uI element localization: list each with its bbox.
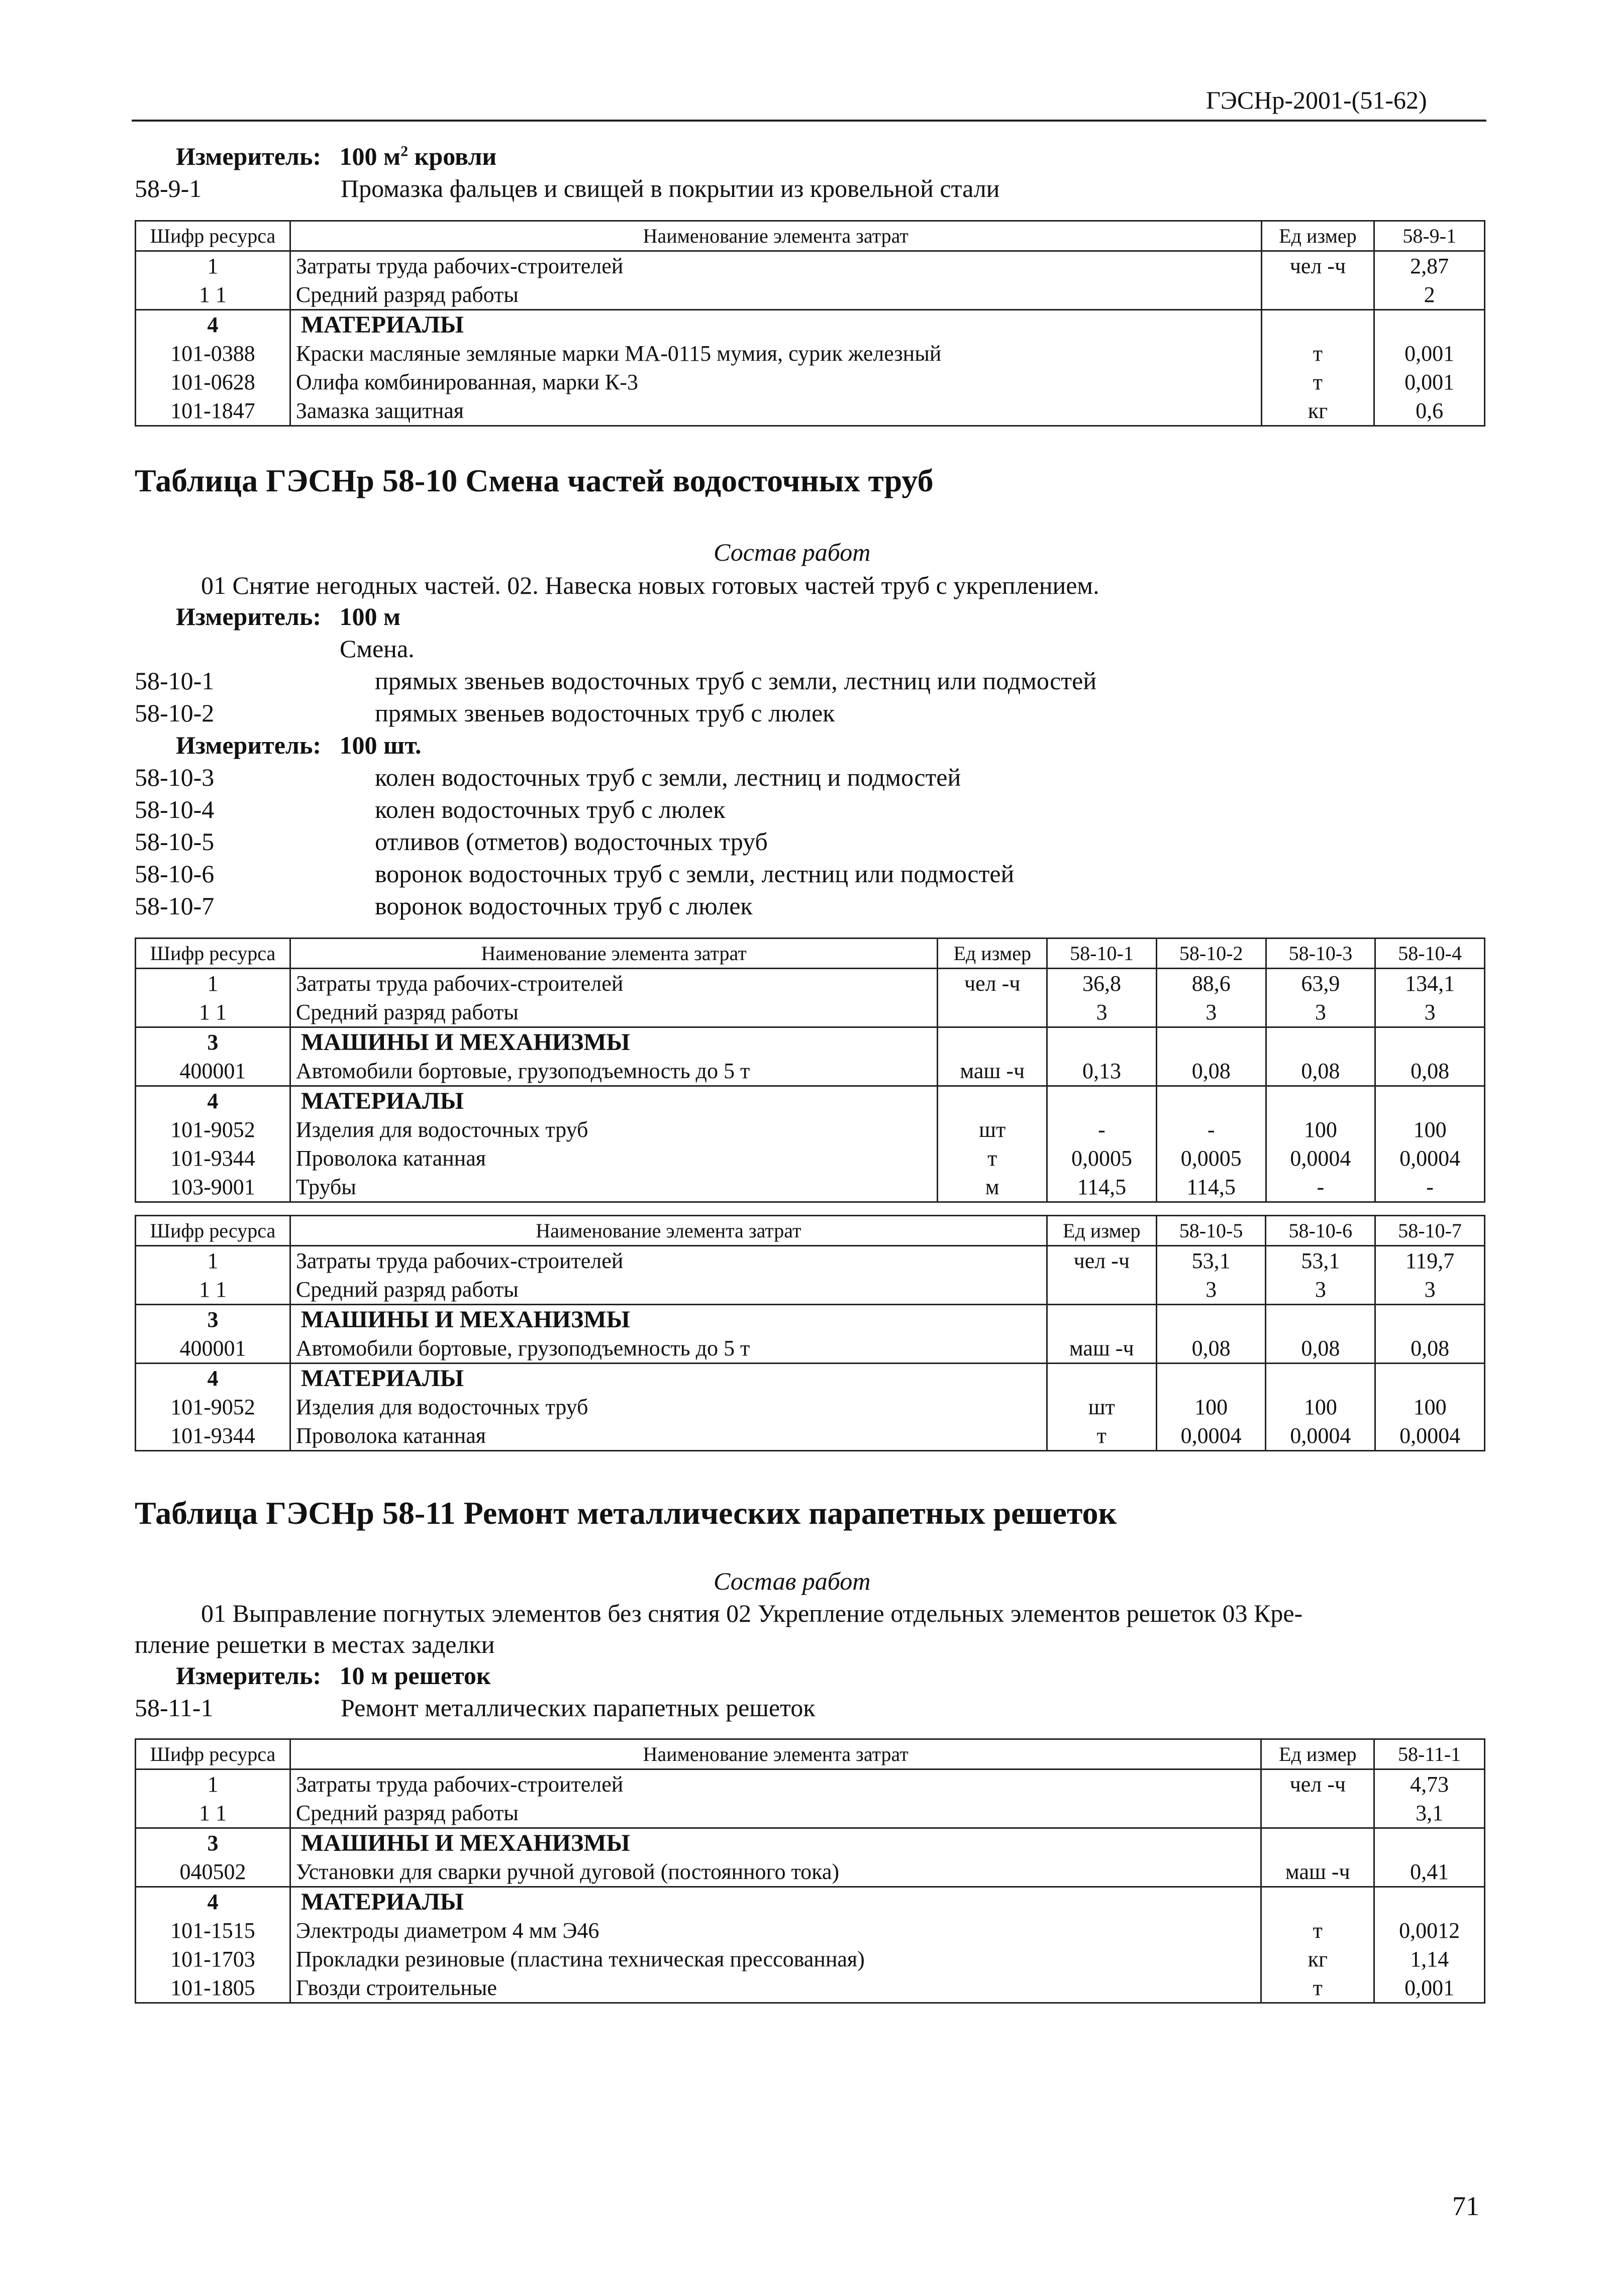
- table-cell: 4,73: [1374, 1769, 1485, 1799]
- table-cell: 36,8: [1047, 969, 1157, 998]
- table-cell: [1261, 280, 1374, 310]
- table-cell: Трубы: [290, 1173, 937, 1202]
- table-cell: Проволока катанная: [290, 1421, 1047, 1451]
- table-cell: 2,87: [1374, 251, 1485, 281]
- table-58-10-b: [135, 1215, 1485, 1451]
- table-row: [136, 1945, 1485, 1973]
- table-cell: [1156, 1027, 1266, 1057]
- table-cell: Автомобили бортовые, грузоподъемность до 5 т: [290, 1334, 1047, 1364]
- measurer-value: 10 м решеток: [339, 1661, 491, 1690]
- table-cell: [1266, 1086, 1375, 1116]
- table-58-11-title: Таблица ГЭСНр 58-11 Ремонт металлических парапетных решеток: [135, 1495, 1117, 1531]
- table-cell: [1261, 1828, 1374, 1858]
- table-cell: шт: [1047, 1393, 1156, 1421]
- table-cell: 3: [1375, 998, 1485, 1027]
- table-cell: Шифр ресурса: [136, 1739, 290, 1769]
- table-cell: [938, 1027, 1047, 1057]
- table-cell: 58-10-7: [1375, 1216, 1485, 1246]
- table-cell: 114,5: [1156, 1173, 1266, 1202]
- table-cell: 101-9052: [136, 1115, 290, 1144]
- item-text: Промазка фальцев и свищей в покрытии из кровельной стали: [341, 174, 1000, 202]
- measurer-label: Измеритель:: [176, 142, 322, 170]
- table-cell: 3,1: [1374, 1799, 1485, 1828]
- table-cell: -: [1047, 1115, 1157, 1144]
- operations-text-line-1: 01 Выправление погнутых элементов без снятия 02 Укрепление отдельных элементов решеток 03 Кре-: [201, 1599, 1303, 1627]
- table-cell: [1156, 1086, 1266, 1116]
- table-cell: 0,08: [1156, 1334, 1266, 1364]
- table-cell: Краски масляные земляные марки МА-0115 мумия, сурик железный: [290, 339, 1261, 368]
- table-cell: [1266, 1364, 1375, 1393]
- table-cell: МАШИНЫ И МЕХАНИЗМЫ: [290, 1027, 937, 1057]
- measurer-value: 100 шт.: [339, 731, 422, 759]
- table-cell: [1261, 1799, 1374, 1828]
- table-cell: 100: [1266, 1115, 1375, 1144]
- table-cell: [1374, 1828, 1485, 1858]
- measurer-label: Измеритель:: [176, 1661, 322, 1690]
- table-cell: т: [1261, 1916, 1374, 1945]
- table-row: [136, 1393, 1485, 1421]
- table-cell: 1: [136, 251, 290, 281]
- measurer-label: Измеритель:: [176, 602, 322, 631]
- table-row: [136, 1857, 1485, 1887]
- table-header-row: [136, 1739, 1485, 1769]
- item-line-58-10-4: 58-10-4 колен водосточных труб с люлек: [135, 795, 726, 823]
- table-cell: 0,001: [1374, 339, 1485, 368]
- table-cell: 3: [1266, 1275, 1375, 1305]
- table-cell: Гвозди строительные: [290, 1973, 1261, 2003]
- measurer-sup: 2: [400, 143, 409, 160]
- composition-heading: Состав работ: [714, 1567, 871, 1595]
- table-cell: [1156, 1364, 1266, 1393]
- table-cell: чел -ч: [1261, 1769, 1374, 1799]
- table-cell: Замазка защитная: [290, 396, 1261, 426]
- table-58-10-title: Таблица ГЭСНр 58-10 Смена частей водосточных труб: [135, 463, 934, 498]
- table-cell: -: [1375, 1173, 1485, 1202]
- table-cell: 53,1: [1156, 1246, 1266, 1276]
- item-line-58-10-3: 58-10-3 колен водосточных труб с земли, лестниц и подмостей: [135, 763, 961, 791]
- table-cell: [1374, 310, 1485, 340]
- table-cell: 1 1: [136, 998, 290, 1027]
- table-cell: [1047, 1305, 1156, 1334]
- table-row: [136, 1916, 1485, 1945]
- table-cell: [1375, 1086, 1485, 1116]
- table-cell: Затраты труда рабочих-строителей: [290, 1769, 1261, 1799]
- table-cell: м: [938, 1173, 1047, 1202]
- table-58-10-a: [135, 937, 1485, 1203]
- table-cell: 3: [136, 1027, 290, 1057]
- header-rule: [132, 120, 1486, 122]
- table-cell: 58-10-3: [1266, 938, 1375, 969]
- item-line-58-10-6: 58-10-6 воронок водосточных труб с земли, лестниц или подмостей: [135, 860, 1015, 888]
- table-cell: 53,1: [1266, 1246, 1375, 1276]
- item-line-58-10-7: 58-10-7 воронок водосточных труб с люлек: [135, 892, 753, 920]
- table-cell: 4: [136, 310, 290, 340]
- table-cell: Ед измер: [1261, 1739, 1374, 1769]
- table-row: [136, 1364, 1485, 1393]
- table-cell: [938, 998, 1047, 1027]
- table-cell: 0,0004: [1375, 1421, 1485, 1451]
- table-cell: т: [1047, 1421, 1156, 1451]
- table-cell: маш -ч: [938, 1057, 1047, 1086]
- table-cell: 040502: [136, 1857, 290, 1887]
- table-cell: 101-0388: [136, 339, 290, 368]
- table-cell: 0,0012: [1374, 1916, 1485, 1945]
- table-row: [136, 1334, 1485, 1364]
- table-cell: 0,41: [1374, 1857, 1485, 1887]
- table-cell: Средний разряд работы: [290, 1275, 1047, 1305]
- measurer-line-3: [176, 730, 422, 760]
- table-header-row: [136, 221, 1485, 251]
- table-row: [136, 1769, 1485, 1799]
- item-line-58-9-1: [135, 174, 999, 203]
- table-cell: Наименование элемента затрат: [290, 1216, 1047, 1246]
- table-row: [136, 998, 1485, 1027]
- table-58-9: [135, 220, 1485, 427]
- table-row: [136, 368, 1485, 396]
- table-cell: 0,08: [1156, 1057, 1266, 1086]
- table-cell: 3: [136, 1305, 290, 1334]
- table-cell: кг: [1261, 396, 1374, 426]
- table-cell: [1047, 1086, 1157, 1116]
- col-name-header: Наименование элемента затрат: [290, 221, 1261, 251]
- table-cell: Прокладки резиновые (пластина техническая прессованная): [290, 1945, 1261, 1973]
- table-cell: 0,13: [1047, 1057, 1157, 1086]
- table-cell: 0,0005: [1047, 1144, 1157, 1173]
- table-cell: Установки для сварки ручной дуговой (постоянного тока): [290, 1857, 1261, 1887]
- table-cell: Проволока катанная: [290, 1144, 937, 1173]
- table-cell: 3: [1156, 998, 1266, 1027]
- measurer-value: 100 м: [339, 142, 401, 170]
- table-cell: 58-10-4: [1375, 938, 1485, 969]
- table-cell: 0,08: [1266, 1334, 1375, 1364]
- table-cell: [1266, 1027, 1375, 1057]
- table-cell: 3: [1266, 998, 1375, 1027]
- table-row: [136, 1973, 1485, 2003]
- table-cell: 3: [136, 1828, 290, 1858]
- table-cell: 100: [1156, 1393, 1266, 1421]
- item-code: 58-9-1: [135, 174, 202, 202]
- table-cell: Средний разряд работы: [290, 280, 1261, 310]
- measurer-line-4: [176, 1661, 491, 1690]
- table-cell: 1 1: [136, 1799, 290, 1828]
- item-line-58-11-1: 58-11-1 Ремонт металлических парапетных решеток: [135, 1694, 816, 1722]
- table-cell: Шифр ресурса: [136, 938, 290, 969]
- table-cell: [1047, 1364, 1156, 1393]
- table-cell: 400001: [136, 1334, 290, 1364]
- table-cell: маш -ч: [1261, 1857, 1374, 1887]
- table-cell: чел -ч: [1047, 1246, 1156, 1276]
- table-cell: МАТЕРИАЛЫ: [290, 1364, 1047, 1393]
- table-cell: 58-11-1: [1374, 1739, 1485, 1769]
- table-cell: 0,0005: [1156, 1144, 1266, 1173]
- table-cell: 63,9: [1266, 969, 1375, 998]
- table-row: [136, 1828, 1485, 1858]
- table-header-row: [136, 938, 1485, 969]
- table-cell: [1375, 1364, 1485, 1393]
- table-cell: 101-1515: [136, 1916, 290, 1945]
- table-cell: Ед измер: [1047, 1216, 1156, 1246]
- item-line-58-10-2: 58-10-2 прямых звеньев водосточных труб с люлек: [135, 699, 835, 727]
- measurer-label: Измеритель:: [176, 731, 322, 759]
- table-cell: 0,001: [1374, 368, 1485, 396]
- table-cell: Затраты труда рабочих-строителей: [290, 1246, 1047, 1276]
- table-cell: МАШИНЫ И МЕХАНИЗМЫ: [290, 1305, 1047, 1334]
- table-cell: 0,0004: [1375, 1144, 1485, 1173]
- table-cell: 58-10-5: [1156, 1216, 1266, 1246]
- table-row: [136, 1027, 1485, 1057]
- table-cell: 0,08: [1375, 1334, 1485, 1364]
- table-cell: 100: [1266, 1393, 1375, 1421]
- table-cell: Наименование элемента затрат: [290, 938, 937, 969]
- table-cell: [1266, 1305, 1375, 1334]
- table-row: [136, 1421, 1485, 1451]
- table-cell: 114,5: [1047, 1173, 1157, 1202]
- page-number: 71: [1452, 2191, 1479, 2221]
- table-cell: [1047, 1275, 1156, 1305]
- col-value-header: 58-9-1: [1374, 221, 1485, 251]
- table-cell: чел -ч: [938, 969, 1047, 998]
- table-cell: [1261, 310, 1374, 340]
- table-cell: Ед измер: [938, 938, 1047, 969]
- table-cell: [1375, 1027, 1485, 1057]
- table-cell: 101-1703: [136, 1945, 290, 1973]
- table-cell: 1: [136, 1246, 290, 1276]
- table-58-11: [135, 1738, 1485, 2004]
- table-cell: [1374, 1887, 1485, 1917]
- table-row: [136, 969, 1485, 998]
- table-cell: [938, 1086, 1047, 1116]
- table-row: [136, 1305, 1485, 1334]
- table-cell: 100: [1375, 1393, 1485, 1421]
- operations-text: 01 Снятие негодных частей. 02. Навеска новых готовых частей труб с укреплением.: [201, 571, 1099, 599]
- table-cell: 58-10-1: [1047, 938, 1157, 969]
- composition-heading: Состав работ: [714, 538, 871, 566]
- table-cell: 0,0004: [1266, 1144, 1375, 1173]
- table-row: [136, 310, 1485, 340]
- table-cell: Затраты труда рабочих-строителей: [290, 969, 937, 998]
- table-cell: 103-9001: [136, 1173, 290, 1202]
- table-cell: 3: [1047, 998, 1157, 1027]
- table-cell: Средний разряд работы: [290, 1799, 1261, 1828]
- table-row: [136, 251, 1485, 281]
- table-row: [136, 1057, 1485, 1086]
- table-cell: [1375, 1305, 1485, 1334]
- table-cell: [1261, 1887, 1374, 1917]
- table-cell: 1: [136, 1769, 290, 1799]
- table-cell: МАТЕРИАЛЫ: [290, 1887, 1261, 1917]
- table-row: [136, 1144, 1485, 1173]
- table-cell: 58-10-6: [1266, 1216, 1375, 1246]
- table-cell: МАШИНЫ И МЕХАНИЗМЫ: [290, 1828, 1261, 1858]
- table-cell: 2: [1374, 280, 1485, 310]
- measurer-line-1: [176, 142, 496, 171]
- table-cell: -: [1266, 1173, 1375, 1202]
- table-cell: 0,08: [1375, 1057, 1485, 1086]
- table-cell: 101-9052: [136, 1393, 290, 1421]
- table-row: [136, 1246, 1485, 1276]
- table-row: [136, 1799, 1485, 1828]
- table-cell: чел -ч: [1261, 251, 1374, 281]
- table-row: [136, 396, 1485, 426]
- table-cell: 101-1847: [136, 396, 290, 426]
- table-row: [136, 1887, 1485, 1917]
- table-cell: МАТЕРИАЛЫ: [290, 310, 1261, 340]
- table-cell: 101-1805: [136, 1973, 290, 2003]
- table-cell: т: [938, 1144, 1047, 1173]
- table-cell: 1 1: [136, 280, 290, 310]
- table-cell: т: [1261, 368, 1374, 396]
- table-header-row: [136, 1216, 1485, 1246]
- table-cell: 4: [136, 1364, 290, 1393]
- table-cell: 3: [1375, 1275, 1485, 1305]
- table-cell: 0,0004: [1266, 1421, 1375, 1451]
- change-label: Смена.: [340, 635, 415, 663]
- table-cell: МАТЕРИАЛЫ: [290, 1086, 937, 1116]
- table-cell: 3: [1156, 1275, 1266, 1305]
- table-cell: т: [1261, 339, 1374, 368]
- table-cell: Изделия для водосточных труб: [290, 1393, 1047, 1421]
- table-cell: Наименование элемента затрат: [290, 1739, 1261, 1769]
- measurer-line-2: [176, 602, 400, 631]
- col-unit-header: Ед измер: [1261, 221, 1374, 251]
- table-row: [136, 280, 1485, 310]
- table-cell: 101-9344: [136, 1421, 290, 1451]
- operations-text-line-2: пление решетки в местах заделки: [135, 1630, 495, 1658]
- table-cell: Изделия для водосточных труб: [290, 1115, 937, 1144]
- table-cell: 119,7: [1375, 1246, 1485, 1276]
- table-cell: 134,1: [1375, 969, 1485, 998]
- table-cell: Средний разряд работы: [290, 998, 937, 1027]
- table-cell: Шифр ресурса: [136, 1216, 290, 1246]
- table-cell: 100: [1375, 1115, 1485, 1144]
- table-cell: Автомобили бортовые, грузоподъемность до 5 т: [290, 1057, 937, 1086]
- table-cell: [1156, 1305, 1266, 1334]
- table-row: [136, 1173, 1485, 1202]
- table-cell: кг: [1261, 1945, 1374, 1973]
- table-cell: 88,6: [1156, 969, 1266, 998]
- table-row: [136, 1086, 1485, 1116]
- table-cell: 4: [136, 1086, 290, 1116]
- table-cell: Олифа комбинированная, марки К-3: [290, 368, 1261, 396]
- table-cell: 4: [136, 1887, 290, 1917]
- table-cell: маш -ч: [1047, 1334, 1156, 1364]
- table-cell: Затраты труда рабочих-строителей: [290, 251, 1261, 281]
- col-code-header: Шифр ресурса: [136, 221, 290, 251]
- table-cell: -: [1156, 1115, 1266, 1144]
- table-cell: шт: [938, 1115, 1047, 1144]
- table-cell: 101-0628: [136, 368, 290, 396]
- table-row: [136, 1275, 1485, 1305]
- table-cell: Электроды диаметром 4 мм Э46: [290, 1916, 1261, 1945]
- table-cell: 1: [136, 969, 290, 998]
- item-line-58-10-5: 58-10-5 отливов (отметов) водосточных труб: [135, 827, 768, 856]
- table-cell: 0,001: [1374, 1973, 1485, 2003]
- measurer-value: 100 м: [339, 602, 401, 631]
- table-row: [136, 1115, 1485, 1144]
- table-cell: 400001: [136, 1057, 290, 1086]
- table-cell: 101-9344: [136, 1144, 290, 1173]
- table-row: [136, 339, 1485, 368]
- table-cell: 0,08: [1266, 1057, 1375, 1086]
- table-cell: 1,14: [1374, 1945, 1485, 1973]
- table-cell: 1 1: [136, 1275, 290, 1305]
- measurer-suffix: кровли: [408, 142, 497, 170]
- table-cell: т: [1261, 1973, 1374, 2003]
- item-line-58-10-1: 58-10-1 прямых звеньев водосточных труб с земли, лестниц или подмостей: [135, 667, 1097, 695]
- running-header: ГЭСНр-2001-(51-62): [1206, 86, 1427, 114]
- table-cell: 58-10-2: [1156, 938, 1266, 969]
- table-cell: [1047, 1027, 1157, 1057]
- table-cell: 0,6: [1374, 396, 1485, 426]
- table-cell: 0,0004: [1156, 1421, 1266, 1451]
